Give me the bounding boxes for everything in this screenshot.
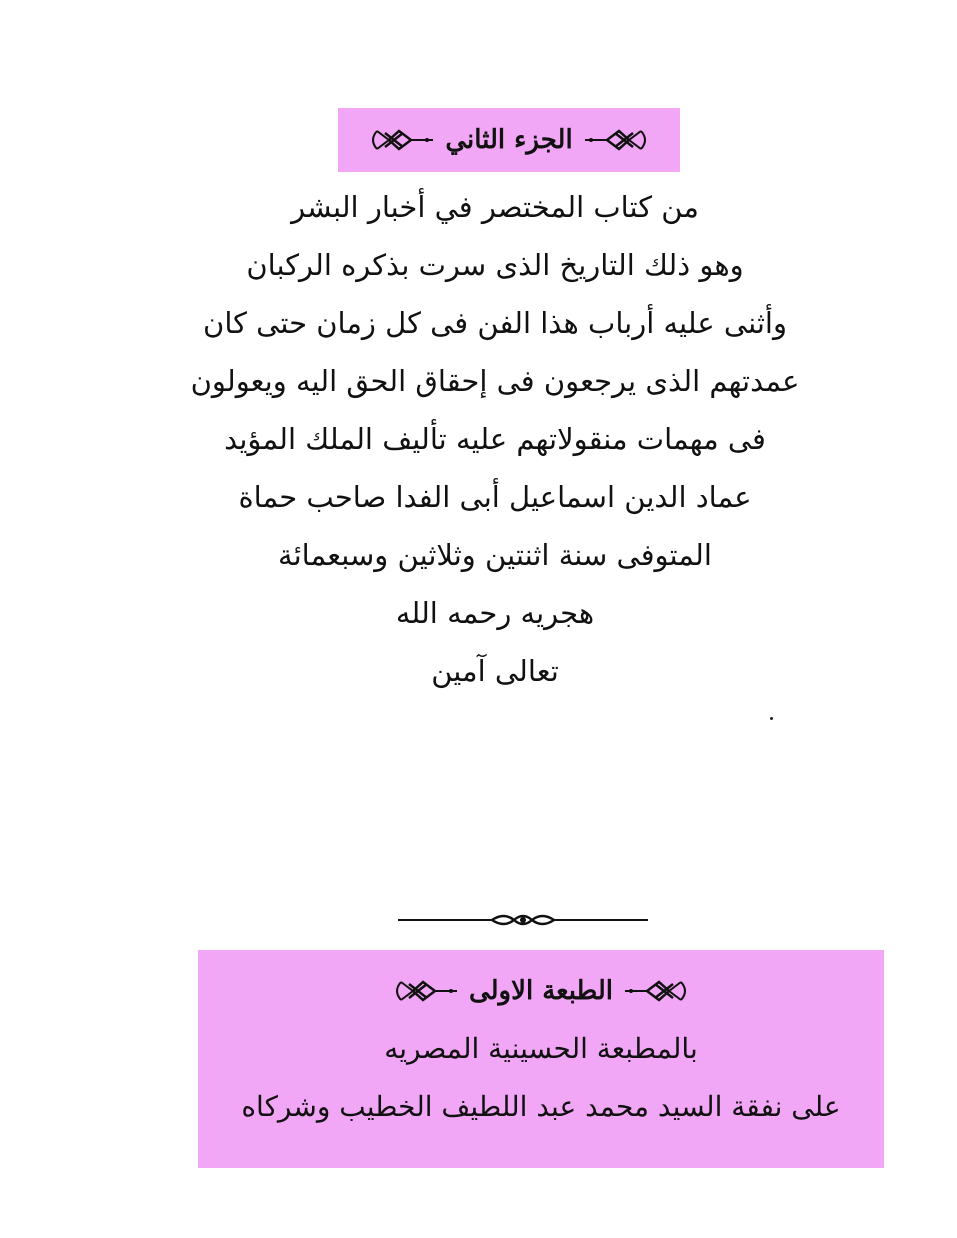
ornamental-divider-icon (396, 910, 650, 930)
edition-title: الطبعة الاولى (468, 976, 614, 1006)
text-line: وهو ذلك التاريخ الذى سرت بذكره الركبان (246, 248, 744, 282)
text-line: فى مهمات منقولاتهم عليه تأليف الملك المؤيد (224, 422, 766, 456)
ink-speck (770, 717, 773, 720)
text-line: من كتاب المختصر في أخبار البشر (291, 190, 699, 224)
imprint-box (198, 950, 884, 1168)
text-line: تعالى آمين (431, 654, 559, 688)
ornament-right-icon (583, 127, 653, 153)
text-line: المتوفى سنة اثنتين وثلاثين وسبعمائة (278, 538, 712, 572)
sponsor-line: على نفقة السيد محمد عبد اللطيف الخطيب وشركاه (241, 1090, 841, 1123)
page-title: الجزء الثاني (445, 125, 573, 155)
ornament-right-icon (623, 978, 693, 1004)
title-page-text (150, 178, 840, 700)
text-line: هجريه رحمه الله (395, 596, 595, 630)
text-line: وأثنى عليه أرباب هذا الفن فى كل زمان حتى كان (203, 306, 787, 340)
text-line: عماد الدين اسماعيل أبى الفدا صاحب حماة (238, 480, 752, 514)
ornament-left-icon (389, 978, 459, 1004)
text-line: عمدتهم الذى يرجعون فى إحقاق الحق اليه ويعولون (190, 364, 800, 398)
title-banner (338, 108, 680, 172)
ornament-left-icon (365, 127, 435, 153)
edition-heading (198, 962, 884, 1020)
press-name: بالمطبعة الحسينية المصريه (384, 1032, 698, 1065)
